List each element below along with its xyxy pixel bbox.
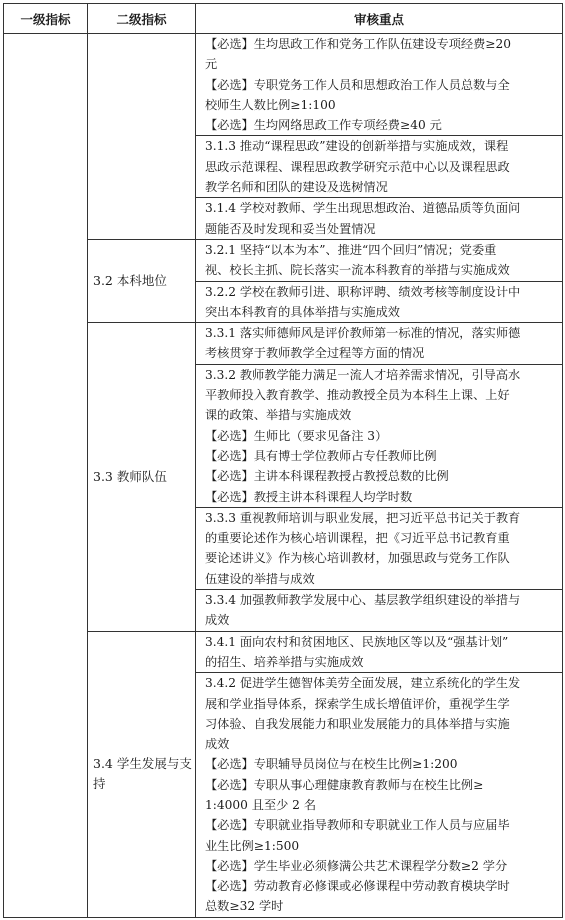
level1-cell bbox=[4, 34, 88, 918]
focus-line: 元 bbox=[205, 57, 218, 72]
focus-cell bbox=[196, 239, 563, 281]
focus-line: 【必选】主讲本科课程教授占教授总数的比例 bbox=[205, 469, 449, 484]
table-row bbox=[4, 323, 563, 365]
table-row bbox=[4, 631, 563, 673]
focus-cell bbox=[196, 673, 563, 918]
focus-line: 3.2.2 学校在教师引进、职称评聘、绩效考核等制度设计中 bbox=[205, 284, 521, 299]
level2-label: 3.2 本科地位 bbox=[93, 273, 167, 289]
focus-line: 3.1.4 学校对教师、学生出现思想政治、道德品质等负面问 bbox=[205, 201, 521, 216]
focus-line: 突出本科教育的具体举措与实施成效 bbox=[205, 304, 400, 319]
focus-cell bbox=[196, 507, 563, 589]
focus-line: 【必选】教授主讲本科课程人均学时数 bbox=[205, 489, 413, 504]
focus-cell bbox=[196, 364, 563, 507]
focus-line: 校师生人数比例≥1:100 bbox=[205, 97, 336, 112]
level2-cell bbox=[88, 631, 196, 917]
focus-cell bbox=[196, 136, 563, 198]
level2-label: 3.4 学生发展与支持 bbox=[93, 756, 192, 792]
level2-cell bbox=[88, 34, 196, 240]
table-body bbox=[4, 34, 563, 918]
focus-line: 思政示范课程、课程思政教学研究示范中心以及课程思政 bbox=[205, 159, 510, 174]
header-focus: 审核重点 bbox=[196, 4, 563, 34]
focus-line: 3.4.1 面向农村和贫困地区、民族地区等以及“强基计划” bbox=[205, 634, 509, 649]
focus-line: 成效 bbox=[205, 613, 230, 628]
level2-cell bbox=[88, 323, 196, 631]
audit-table bbox=[3, 3, 563, 918]
focus-line: 题能否及时发现和妥当处置情况 bbox=[205, 221, 376, 236]
focus-line: 3.3.4 加强教师教学发展中心、基层教学组织建设的举措与 bbox=[205, 593, 521, 608]
focus-cell bbox=[196, 34, 563, 136]
focus-line: 习体验、自我发展能力和职业发展能力的具体举措与实施 bbox=[205, 716, 510, 731]
focus-line: 3.4.2 促进学生德智体美劳全面发展，建立系统化的学生发 bbox=[205, 676, 521, 691]
table-row bbox=[4, 239, 563, 281]
focus-line: 总数≥32 学时 bbox=[205, 899, 284, 914]
focus-cell bbox=[196, 323, 563, 365]
focus-cell bbox=[196, 631, 563, 673]
level2-cell bbox=[88, 239, 196, 322]
focus-line: 【必选】劳动教育必修课或必修课程中劳动教育模块学时 bbox=[205, 879, 510, 894]
focus-line: 伍建设的举措与成效 bbox=[205, 571, 315, 586]
focus-line: 【必选】具有博士学位教师占专任教师比例 bbox=[205, 448, 437, 463]
header-row bbox=[4, 4, 563, 34]
focus-line: 【必选】学生毕业必须修满公共艺术课程学分数≥2 学分 bbox=[205, 858, 508, 873]
level2-label: 3.3 教师队伍 bbox=[93, 468, 167, 484]
focus-line: 3.3.1 落实师德师风是评价教师第一标准的情况，落实师德 bbox=[205, 326, 521, 341]
focus-line: 业生比例≥1:500 bbox=[205, 838, 300, 853]
focus-line: 3.2.1 坚持“以本为本”、推进“四个回归”情况；党委重 bbox=[205, 242, 497, 257]
focus-line: 课的政策、举措与实施成效 bbox=[205, 408, 352, 423]
focus-line: 【必选】专职从事心理健康教育教师与在校生比例≥ bbox=[205, 777, 484, 792]
focus-line: 1:4000 且至少 2 名 bbox=[205, 797, 317, 812]
focus-line: 考核贯穿于教师教学全过程等方面的情况 bbox=[205, 346, 425, 361]
focus-line: 的招生、培养举措与实施成效 bbox=[205, 654, 364, 669]
focus-line: 3.1.3 推动“课程思政”建设的创新举措与实施成效，课程 bbox=[205, 139, 509, 154]
focus-line: 要论述讲义》作为核心培训教材，加强思政与党务工作队 bbox=[205, 551, 510, 566]
focus-line: 展和学业指导体系，探索学生成长增值评价，重视学生学 bbox=[205, 696, 510, 711]
focus-line: 【必选】生师比（要求见备注 3） bbox=[205, 428, 388, 443]
header-level1: 一级指标 bbox=[4, 4, 88, 34]
header-level2: 二级指标 bbox=[88, 4, 196, 34]
focus-cell bbox=[196, 198, 563, 240]
focus-line: 平教师投入教育教学、推动教授全员为本科生上课、上好 bbox=[205, 388, 510, 403]
focus-line: 【必选】专职就业指导教师和专职就业工作人员与应届毕 bbox=[205, 818, 510, 833]
table-row bbox=[4, 34, 563, 136]
focus-line: 【必选】专职党务工作人员和思想政治工作人员总数与全 bbox=[205, 77, 510, 92]
focus-line: 【必选】专职辅导员岗位与在校生比例≥1:200 bbox=[205, 757, 458, 772]
focus-line: 视、校长主抓、院长落实一流本科教育的举措与实施成效 bbox=[205, 263, 510, 278]
focus-line: 成效 bbox=[205, 737, 230, 752]
focus-line: 【必选】生均网络思政工作专项经费≥40 元 bbox=[205, 118, 442, 133]
focus-cell bbox=[196, 590, 563, 632]
focus-line: 3.3.3 重视教师培训与职业发展，把习近平总书记关于教育 bbox=[205, 510, 521, 525]
focus-cell bbox=[196, 281, 563, 323]
focus-line: 教学名师和团队的建设及选树情况 bbox=[205, 180, 388, 195]
focus-line: 3.3.2 教师教学能力满足一流人才培养需求情况，引导高水 bbox=[205, 367, 521, 382]
focus-line: 【必选】生均思政工作和党务工作队伍建设专项经费≥20 bbox=[205, 37, 512, 51]
focus-line: 的重要论述作为核心培训课程，把《习近平总书记教育重 bbox=[205, 531, 510, 546]
